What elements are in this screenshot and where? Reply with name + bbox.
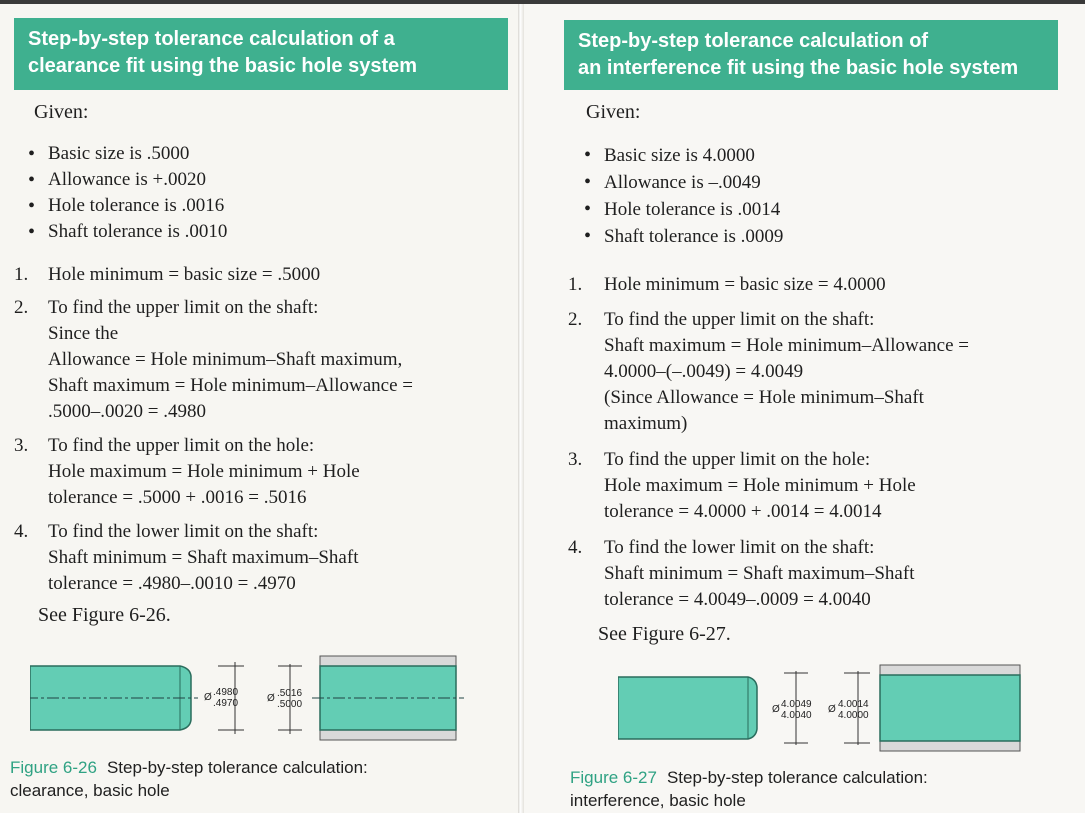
right-given-label: Given: <box>586 101 641 123</box>
list-item: • Shaft tolerance is .0010 <box>28 219 227 245</box>
step-number: 3. <box>14 435 29 456</box>
shaft-lower-limit: .4970 <box>213 698 239 709</box>
left-page <box>0 4 518 813</box>
step-line: To find the upper limit on the shaft: <box>604 309 875 330</box>
step-line: To find the upper limit on the shaft: <box>48 297 319 318</box>
shaft-diameter-symbol: Ø <box>204 692 212 703</box>
caption-text: clearance, basic hole <box>10 781 170 800</box>
caption-figure-number: Figure 6-27 <box>570 768 657 787</box>
hole-upper-limit: 4.0014 <box>838 699 869 710</box>
step-line: To find the lower limit on the shaft: <box>48 521 319 542</box>
step-number: 2. <box>568 309 583 330</box>
step-line: Shaft minimum = Shaft maximum–Shaft <box>604 563 915 584</box>
left-given-label: Given: <box>34 101 89 123</box>
figure-6-27-drawing <box>618 659 1028 759</box>
step-number: 1. <box>568 274 583 295</box>
caption-text: Step-by-step tolerance calculation: <box>106 758 368 777</box>
shaft-drawing <box>30 666 198 730</box>
caption-text: interference, basic hole <box>570 791 746 810</box>
step-line: To find the upper limit on the hole: <box>604 449 871 470</box>
step-line: Shaft maximum = Hole minimum–Allowance = <box>48 375 413 396</box>
hole-lower-limit: .5000 <box>277 699 303 710</box>
right-figure-caption <box>570 766 928 812</box>
hole-diameter-symbol: Ø <box>267 693 275 704</box>
step-line: Shaft maximum = Hole minimum–Allowance = <box>604 335 969 356</box>
caption-text: Step-by-step tolerance calculation: <box>666 768 928 787</box>
hole-drawing <box>880 665 1020 751</box>
right-given-list <box>584 142 783 250</box>
step-line: (Since Allowance = Hole minimum–Shaft <box>604 387 924 408</box>
hole-upper-limit: .5016 <box>277 688 303 699</box>
step-line: Hole maximum = Hole minimum + Hole <box>604 475 916 496</box>
shaft-diameter-symbol: Ø <box>772 704 780 715</box>
caption-figure-number: Figure 6-26 <box>10 758 97 777</box>
right-section-banner <box>564 20 1058 90</box>
right-see-figure: See Figure 6-27. <box>598 623 731 645</box>
list-item: • Allowance is –.0049 <box>584 169 783 196</box>
step-line: Allowance = Hole minimum–Shaft maximum, <box>48 349 403 370</box>
step-number: 4. <box>14 521 29 542</box>
left-section-banner <box>14 18 508 90</box>
step-line: Shaft minimum = Shaft maximum–Shaft <box>48 547 359 568</box>
step-number: 3. <box>568 449 583 470</box>
shaft-drawing <box>618 677 757 739</box>
figure-6-26-drawing <box>30 652 470 752</box>
hole-diameter-symbol: Ø <box>828 704 836 715</box>
shaft-dimension <box>204 662 244 734</box>
step-number: 1. <box>14 264 29 285</box>
list-item: • Shaft tolerance is .0009 <box>584 223 783 250</box>
hole-drawing <box>312 656 464 740</box>
hole-dimension <box>267 664 302 734</box>
shaft-upper-limit: .4980 <box>213 687 239 698</box>
hole-dimension <box>828 671 870 745</box>
list-item: • Basic size is 4.0000 <box>584 142 783 169</box>
list-item: • Basic size is .5000 <box>28 141 227 167</box>
step-line: To find the lower limit on the shaft: <box>604 537 875 558</box>
left-given-list <box>28 141 227 245</box>
step-line: Hole minimum = basic size = 4.0000 <box>604 274 886 295</box>
step-line: tolerance = .4980–.0010 = .4970 <box>48 573 296 594</box>
right-banner-line-1: Step-by-step tolerance calculation of <box>578 30 929 52</box>
step-number: 2. <box>14 297 29 318</box>
list-item: • Hole tolerance is .0016 <box>28 193 227 219</box>
right-banner-line-2: an interference fit using the basic hole system <box>578 57 1019 79</box>
list-item: • Hole tolerance is .0014 <box>584 196 783 223</box>
step-line: Hole maximum = Hole minimum + Hole <box>48 461 360 482</box>
left-banner-line-1: Step-by-step tolerance calculation of a <box>28 28 395 50</box>
step-line: Since the <box>48 323 119 344</box>
step-line: Hole minimum = basic size = .5000 <box>48 264 321 285</box>
shaft-dimension <box>772 671 812 745</box>
hole-lower-limit: 4.0000 <box>838 710 869 721</box>
shaft-lower-limit: 4.0040 <box>781 710 812 721</box>
right-page <box>524 4 1085 813</box>
step-line: tolerance = 4.0049–.0009 = 4.0040 <box>604 589 871 610</box>
left-figure-caption <box>10 756 368 802</box>
step-line: tolerance = .5000 + .0016 = .5016 <box>48 487 307 508</box>
left-see-figure: See Figure 6-26. <box>38 604 171 626</box>
left-banner-line-2: clearance fit using the basic hole system <box>28 55 418 77</box>
shaft-upper-limit: 4.0049 <box>781 699 812 710</box>
list-item: • Allowance is +.0020 <box>28 167 227 193</box>
step-line: maximum) <box>604 413 688 434</box>
step-line: tolerance = 4.0000 + .0014 = 4.0014 <box>604 501 882 522</box>
step-line: 4.0000–(–.0049) = 4.0049 <box>604 361 804 382</box>
step-number: 4. <box>568 537 583 558</box>
step-line: To find the upper limit on the hole: <box>48 435 315 456</box>
step-line: .5000–.0020 = .4980 <box>48 401 206 422</box>
